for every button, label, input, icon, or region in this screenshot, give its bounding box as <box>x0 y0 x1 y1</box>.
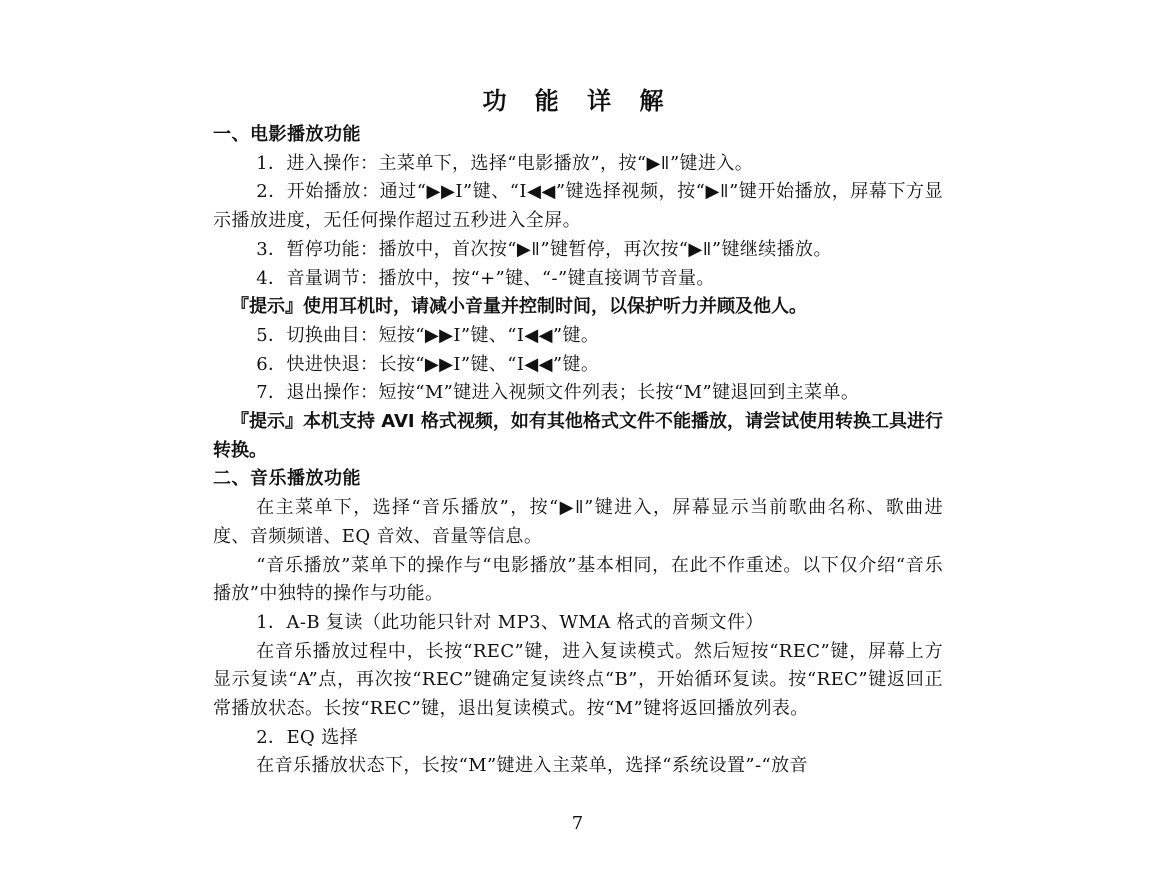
movie-step-4: 4．音量调节：播放中，按“+”键、“-”键直接调节音量。 <box>256 267 715 289</box>
tip-avi-format: 『提示』本机支持 AVI 格式视频，如有其他格式文件不能播放，请尝试使用转换工具进行转换。 <box>213 411 943 461</box>
section-heading-music: 二、音乐播放功能 <box>213 468 361 490</box>
movie-step-5: 5．切换曲目：短按“▶▶I”键、“I◀◀”键。 <box>256 324 600 346</box>
music-item-eq: 2．EQ 选择 <box>256 726 359 748</box>
music-para-3: 在音乐播放过程中，长按“REC”键，进入复读模式。然后短按“REC”键，屏幕上方显示复读“A”点，再次按“REC”键确定复读终点“B”，开始循环复读。按“REC”键返回正常播放状态。长按“REC”键，退出复读模式。按“M”键将返回播放列表。 <box>213 640 943 720</box>
tip-earphone: 『提示』使用耳机时，请减小音量并控制时间，以保护听力并顾及他人。 <box>231 296 807 318</box>
music-para-4: 在音乐播放状态下，长按“M”键进入主菜单，选择“系统设置”-“放音 <box>256 755 808 777</box>
movie-step-7: 7．退出操作：短按“M”键进入视频文件列表；长按“M”键退回到主菜单。 <box>256 382 860 404</box>
movie-step-6: 6．快进快退：长按“▶▶I”键、“I◀◀”键。 <box>256 353 600 375</box>
page-number: 7 <box>571 813 584 834</box>
music-para-1: 在主菜单下，选择“音乐播放”，按“▶ǁ”键进入，屏幕显示当前歌曲名称、歌曲进度、音频频谱、EQ 音效、音量等信息。 <box>213 497 943 547</box>
page-title: 功 能 详 解 <box>482 87 674 115</box>
movie-step-2: 2．开始播放：通过“▶▶I”键、“I◀◀”键选择视频，按“▶ǁ”键开始播放，屏幕下方显示播放进度，无任何操作超过五秒进入全屏。 <box>213 181 943 232</box>
music-item-ab-repeat: 1．A-B 复读（此功能只针对 MP3、WMA 格式的音频文件） <box>256 611 764 633</box>
section-heading-movie: 一、电影播放功能 <box>213 124 361 145</box>
movie-step-3: 3．暂停功能：播放中，首次按“▶ǁ”键暂停，再次按“▶ǁ”键继续播放。 <box>256 238 832 260</box>
music-para-2: “音乐播放”菜单下的操作与“电影播放”基本相同，在此不作重述。以下仅介绍“音乐播放”中独特的操作与功能。 <box>213 554 943 605</box>
movie-step-1: 1．进入操作：主菜单下，选择“电影播放”，按“▶ǁ”键进入。 <box>256 152 754 174</box>
document-page <box>213 84 943 781</box>
